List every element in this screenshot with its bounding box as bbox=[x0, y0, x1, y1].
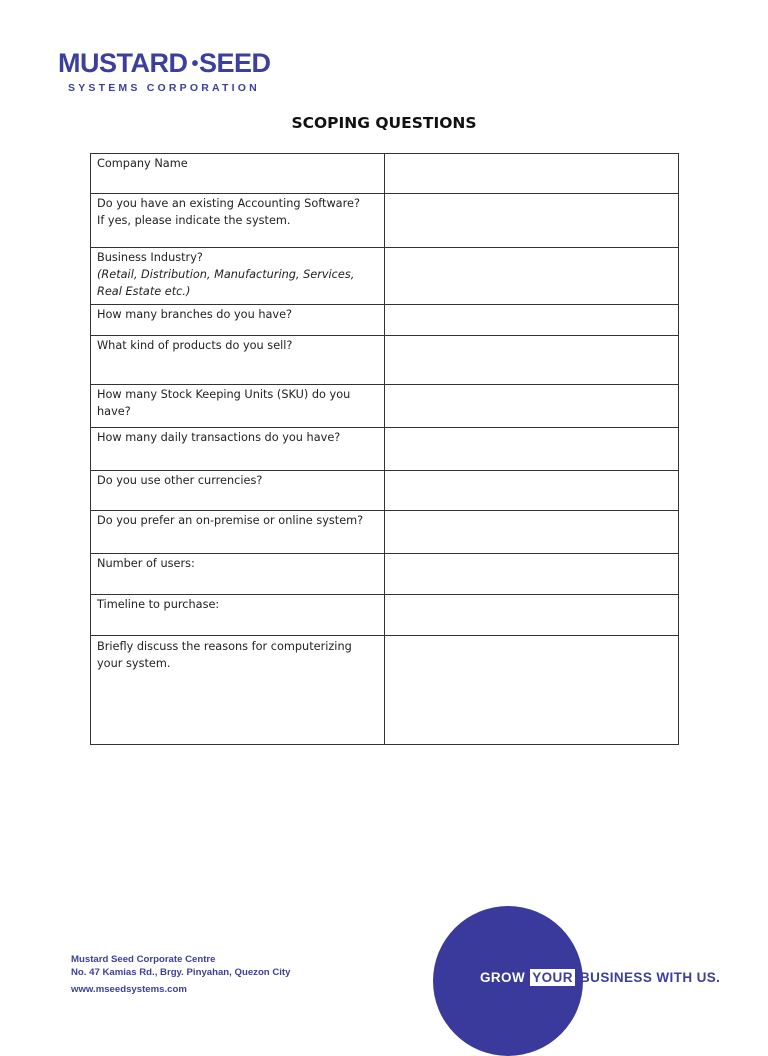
page-title: SCOPING QUESTIONS bbox=[291, 114, 477, 132]
question-cell bbox=[91, 428, 385, 471]
tagline-rest: BUSINESS WITH US. bbox=[580, 970, 721, 985]
logo-subtitle: SYSTEMS CORPORATION bbox=[68, 82, 260, 94]
tagline-word-your: YOUR bbox=[532, 970, 573, 985]
answer-field[interactable] bbox=[385, 336, 679, 385]
question-text: Timeline to purchase: bbox=[97, 598, 220, 611]
answer-field[interactable] bbox=[385, 428, 679, 471]
answer-field[interactable] bbox=[385, 154, 679, 194]
table-row bbox=[91, 471, 679, 511]
table-row bbox=[91, 248, 679, 305]
question-cell bbox=[91, 154, 385, 194]
question-text: Number of users: bbox=[97, 557, 195, 570]
table-row bbox=[91, 194, 679, 248]
tagline bbox=[480, 970, 720, 985]
question-cell bbox=[91, 194, 385, 248]
table-row bbox=[91, 428, 679, 471]
scoping-questions-table bbox=[90, 153, 679, 745]
question-text: Briefly discuss the reasons for computerizing your system. bbox=[97, 640, 352, 670]
logo-dot: • bbox=[191, 53, 198, 75]
question-cell bbox=[91, 248, 385, 305]
answer-field[interactable] bbox=[385, 595, 679, 636]
question-hint: (Retail, Distribution, Manufacturing, Services, Real Estate etc.) bbox=[97, 268, 355, 298]
website-link[interactable]: www.mseedsystems.com bbox=[71, 984, 187, 995]
company-logo bbox=[58, 48, 271, 94]
answer-field[interactable] bbox=[385, 471, 679, 511]
table-row bbox=[91, 385, 679, 428]
answer-field[interactable] bbox=[385, 554, 679, 595]
logo-word-seed: SEED bbox=[199, 48, 271, 78]
table-row bbox=[91, 305, 679, 336]
question-text: Do you use other currencies? bbox=[97, 474, 263, 487]
question-cell bbox=[91, 554, 385, 595]
question-cell bbox=[91, 385, 385, 428]
answer-field[interactable] bbox=[385, 305, 679, 336]
table-row bbox=[91, 336, 679, 385]
question-cell bbox=[91, 471, 385, 511]
address-line-1: Mustard Seed Corporate Centre bbox=[71, 954, 216, 965]
question-text: Do you have an existing Accounting Software? bbox=[97, 197, 360, 210]
question-cell bbox=[91, 305, 385, 336]
question-text: How many daily transactions do you have? bbox=[97, 431, 341, 444]
question-text: Do you prefer an on-premise or online system? bbox=[97, 514, 364, 527]
answer-field[interactable] bbox=[385, 636, 679, 745]
question-text: If yes, please indicate the system. bbox=[97, 214, 291, 227]
address-line-2: No. 47 Kamias Rd., Brgy. Pinyahan, Quezon City bbox=[71, 967, 291, 978]
table-row bbox=[91, 554, 679, 595]
question-text: How many branches do you have? bbox=[97, 308, 293, 321]
answer-field[interactable] bbox=[385, 385, 679, 428]
table-row bbox=[91, 595, 679, 636]
question-text: Business Industry? bbox=[97, 251, 203, 264]
table-row bbox=[91, 154, 679, 194]
logo-wordmark bbox=[58, 48, 271, 81]
question-cell bbox=[91, 595, 385, 636]
question-text: Company Name bbox=[97, 157, 188, 170]
table-row bbox=[91, 511, 679, 554]
answer-field[interactable] bbox=[385, 511, 679, 554]
tagline-word-grow: GROW bbox=[480, 970, 526, 985]
question-text: How many Stock Keeping Units (SKU) do you have? bbox=[97, 388, 351, 418]
logo-word-mustard: MUSTARD bbox=[58, 48, 188, 78]
answer-field[interactable] bbox=[385, 248, 679, 305]
table-row bbox=[91, 636, 679, 745]
question-cell bbox=[91, 511, 385, 554]
question-cell bbox=[91, 336, 385, 385]
question-cell bbox=[91, 636, 385, 745]
footer-address bbox=[71, 953, 290, 996]
answer-field[interactable] bbox=[385, 194, 679, 248]
question-text: What kind of products do you sell? bbox=[97, 339, 293, 352]
